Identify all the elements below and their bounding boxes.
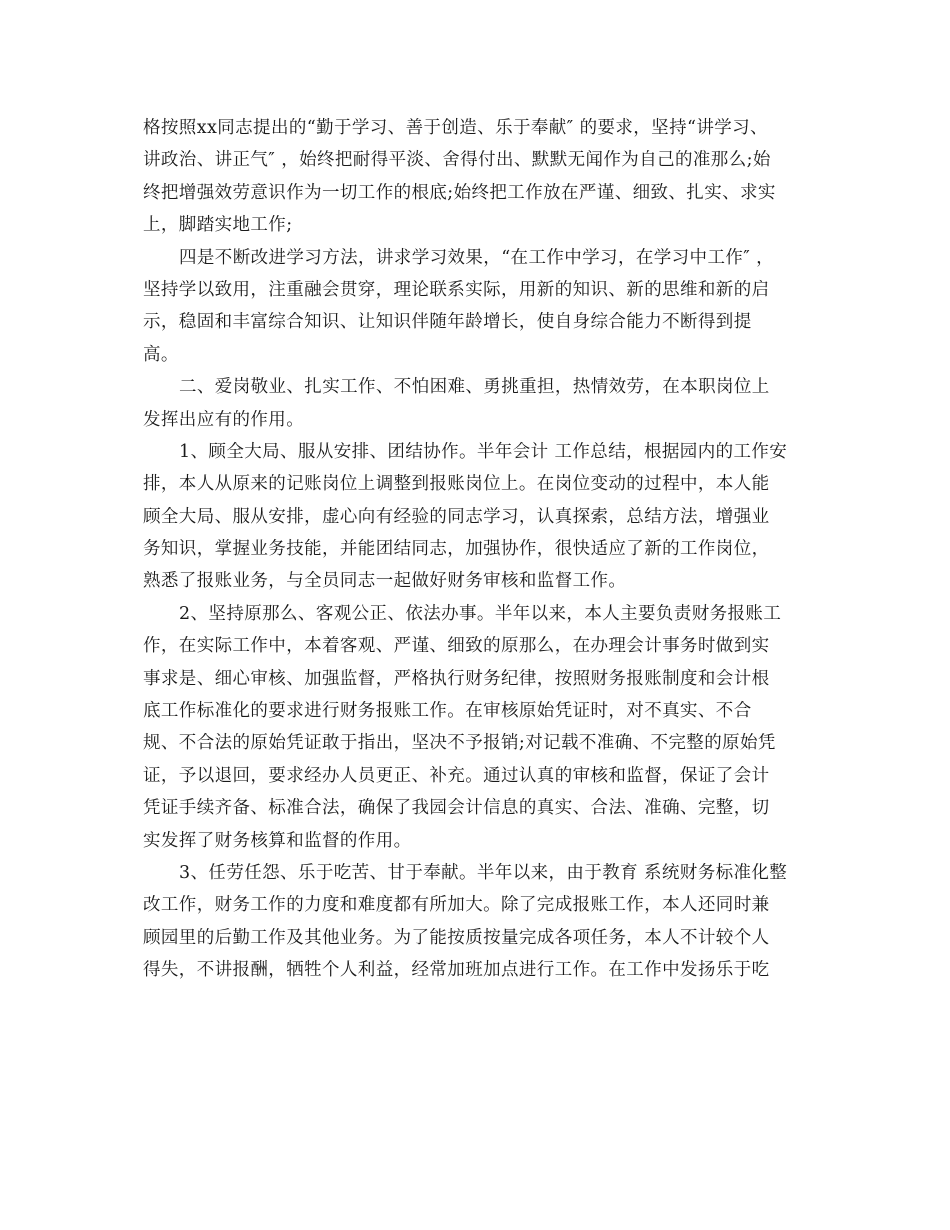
text-line: 证，予以退回，要求经办人员更正、补充。通过认真的审核和监督，保证了会计 bbox=[143, 765, 770, 786]
text-line: 作，在实际工作中，本着客观、严谨、细致的原那么，在办理会计事务时做到实 bbox=[143, 636, 770, 657]
text-line: 规、不合法的原始凭证敢于指出，坚决不予报销;对记载不准确、不完整的原始凭 bbox=[143, 733, 776, 754]
paragraph bbox=[143, 598, 807, 857]
text-line: 实发挥了财务核算和监督的作用。 bbox=[143, 830, 412, 851]
text-line: 务知识，掌握业务技能，并能团结同志，加强协作，很快适应了新的工作岗位， bbox=[143, 539, 770, 560]
paragraph bbox=[143, 857, 807, 987]
text-line: 二、爱岗敬业、扎实工作、不怕困难、勇挑重担，热情效劳，在本职岗位上 bbox=[179, 377, 770, 398]
document-body bbox=[143, 112, 807, 987]
text-line: 排，本人从原来的记账岗位上调整到报账岗位上。在岗位变动的过程中，本人能 bbox=[143, 474, 770, 495]
text-line: 得失，不讲报酬，牺牲个人利益，经常加班加点进行工作。在工作中发扬乐于吃 bbox=[143, 960, 770, 981]
text-line: 1、顾全大局、服从安排、团结协作。半年会计 工作总结，根据园内的工作安 bbox=[179, 441, 788, 462]
text-line: 终把增强效劳意识作为一切工作的根底;始终把工作放在严谨、细致、扎实、求实 bbox=[143, 182, 776, 203]
text-line: 3、任劳任怨、乐于吃苦、甘于奉献。半年以来，由于教育 系统财务标准化整 bbox=[179, 862, 788, 883]
text-line: 底工作标准化的要求进行财务报账工作。在审核原始凭证时，对不真实、不合 bbox=[143, 701, 752, 722]
text-line: 讲政治、讲正气″ ，始终把耐得平淡、舍得付出、默默无闻作为自己的准那么;始 bbox=[143, 150, 771, 171]
text-line: 事求是、细心审核、加强监督，严格执行财务纪律，按照财务报账制度和会计根 bbox=[143, 668, 770, 689]
text-line: 2、坚持原那么、客观公正、依法办事。半年以来，本人主要负责财务报账工 bbox=[179, 603, 782, 624]
text-line: 改工作，财务工作的力度和难度都有所加大。除了完成报账工作，本人还同时兼 bbox=[143, 895, 770, 916]
text-line: 顾全大局、服从安排，虚心向有经验的同志学习，认真探索，总结方法，增强业 bbox=[143, 506, 770, 527]
text-line: 熟悉了报账业务，与全员同志一起做好财务审核和监督工作。 bbox=[143, 571, 627, 592]
text-line: 顾园里的后勤工作及其他业务。为了能按质按量完成各项任务，本人不计较个人 bbox=[143, 927, 770, 948]
paragraph bbox=[143, 242, 807, 372]
text-line: 高。 bbox=[143, 344, 179, 365]
text-line: 坚持学以致用，注重融会贯穿，理论联系实际，用新的知识、新的思维和新的启 bbox=[143, 279, 770, 300]
paragraph bbox=[143, 112, 807, 242]
text-line: 四是不断改进学习方法，讲求学习效果，“在工作中学习，在学习中工作″ ， bbox=[179, 247, 775, 268]
text-line: 格按照xx同志提出的“勤于学习、善于创造、乐于奉献″ 的要求，坚持“讲学习、 bbox=[143, 118, 768, 138]
text-line: 上，脚踏实地工作; bbox=[143, 215, 293, 236]
text-line: 凭证手续齐备、标准合法，确保了我园会计信息的真实、合法、准确、完整，切 bbox=[143, 798, 770, 819]
text-line: 示，稳固和丰富综合知识、让知识伴随年龄增长，使自身综合能力不断得到提 bbox=[143, 312, 752, 333]
paragraph bbox=[143, 371, 807, 436]
paragraph bbox=[143, 436, 807, 598]
text-line: 发挥出应有的作用。 bbox=[143, 409, 305, 430]
